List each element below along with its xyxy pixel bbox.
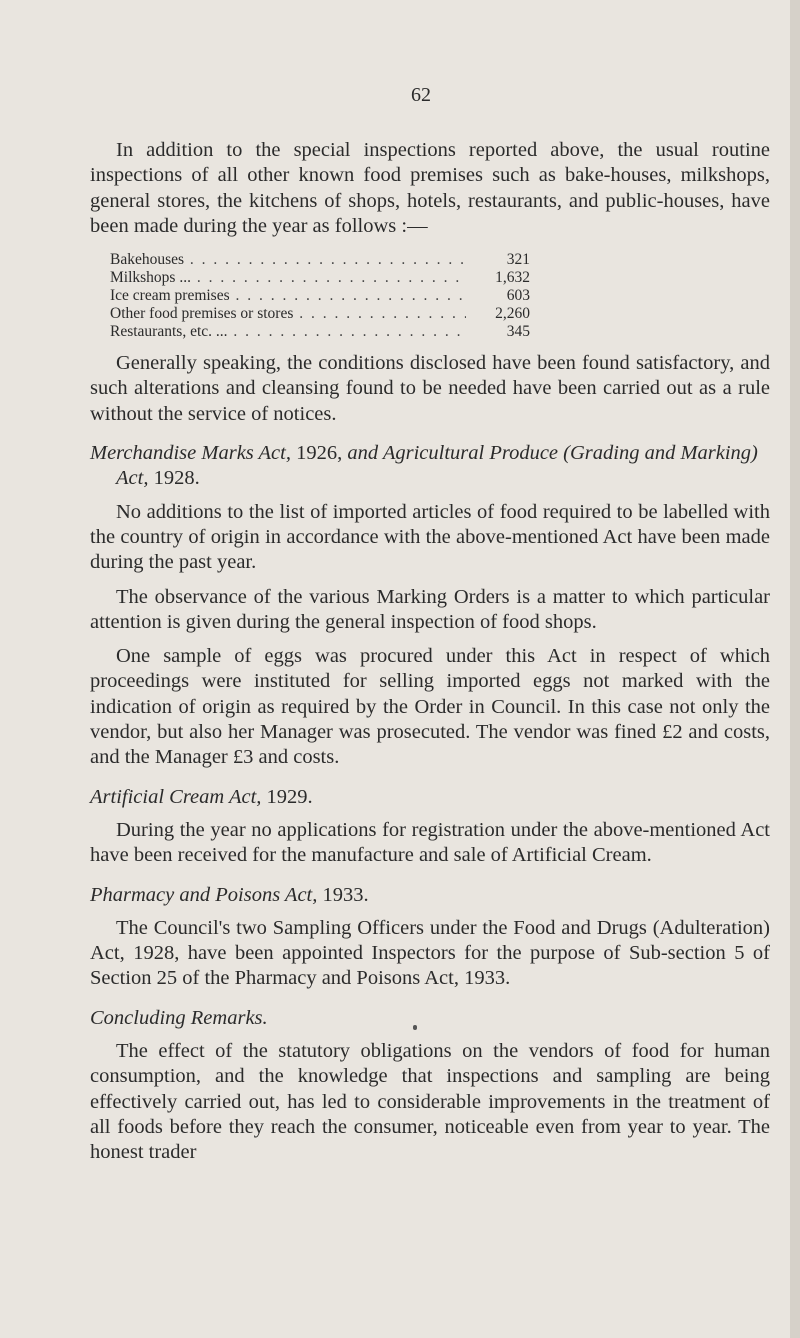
pharmacy-paragraph: The Council's two Sampling Officers under the Food and Drugs (Adulteration) Act, 1928, have been appointed Inspectors for the purpose of Sub-section 5 of Section 25 of the Pharmacy and Poisons Act, 1933. (90, 916, 770, 990)
heading-year: 1928. (153, 467, 200, 490)
heading-year: 1926, (296, 442, 343, 465)
table-row (110, 287, 530, 305)
heading-text: (Grading and Marking) Act, (116, 442, 758, 490)
table-row (110, 305, 530, 323)
heading-year: 1929. (266, 785, 313, 808)
table-row (110, 251, 530, 269)
page-body (90, 138, 770, 1166)
inspections-table (110, 251, 530, 341)
conditions-paragraph: Generally speaking, the conditions disclosed have been found satisfactory, and such alterations and cleansing found to be needed have been carried out as a rule without the service of notices. (90, 352, 770, 425)
table-row (110, 323, 530, 341)
merchandise-paragraph: The observance of the various Marking Orders is a matter to which particular attention is given during the general inspection of food shops. (90, 585, 770, 633)
page-edge (790, 0, 800, 1338)
cream-heading (90, 785, 770, 810)
page-number: 62 (411, 84, 431, 106)
row-label: Ice cream premises . . . (110, 287, 466, 305)
row-label: Restaurants, etc. ... . . . (110, 323, 466, 341)
heading-text: Concluding Remarks. (90, 1006, 268, 1029)
cream-paragraph: During the year no applications for registration under the above-mentioned Act have been received for the manufacture and sale of Artificial Cream. (90, 818, 770, 867)
heading-text: Merchandise Marks Act, (90, 442, 291, 465)
row-value: 2,260 (495, 305, 530, 323)
row-label: Milkshops ... . . . (110, 269, 466, 287)
heading-year: 1933. (322, 883, 369, 906)
merchandise-heading (90, 441, 770, 492)
merchandise-paragraph: No additions to the list of imported articles of food required to be labelled with the country of origin in accordance with the above-mentioned Act have been made during the past year. (90, 500, 770, 574)
pharmacy-heading (90, 883, 770, 908)
row-label: Other food premises or stores . . . (110, 305, 466, 323)
merchandise-paragraph: One sample of eggs was procured under this Act in respect of which proceedings were instituted for selling imported eggs not marked with the indication of origin as required by the Order in Council. In this case not only the vendor, but also her Manager was prosecuted. The vendor was fined £2 and costs, and the Manager £3 and costs. (90, 645, 770, 769)
table-row (110, 269, 530, 287)
row-value: 603 (506, 287, 530, 305)
row-value: 345 (506, 323, 530, 341)
intro-paragraph: In addition to the special inspections reported above, the usual routine inspections of all other known food premises such as bake-houses, milkshops, general stores, the kitchens of shops, hotels, restaurants, and public-houses, have been made during the year as follows :— (90, 139, 770, 237)
heading-text: Pharmacy and Poisons Act, (90, 883, 318, 906)
heading-text: and Agricultural Produce (347, 442, 559, 465)
heading-text: Artificial Cream Act, (90, 785, 262, 808)
row-value: 321 (506, 251, 530, 269)
row-value: 1,632 (495, 269, 530, 287)
row-label: Bakehouses . . . (110, 251, 466, 269)
concluding-heading (90, 1006, 770, 1031)
concluding-paragraph: The effect of the statutory obligations on the vendors of food for human consumption, and the knowledge that inspections and sampling are being effectively carried out, has led to considerable improvements in the treatment of all foods before they reach the consumer, noticeable even from year to year. The honest trader (90, 1040, 770, 1164)
